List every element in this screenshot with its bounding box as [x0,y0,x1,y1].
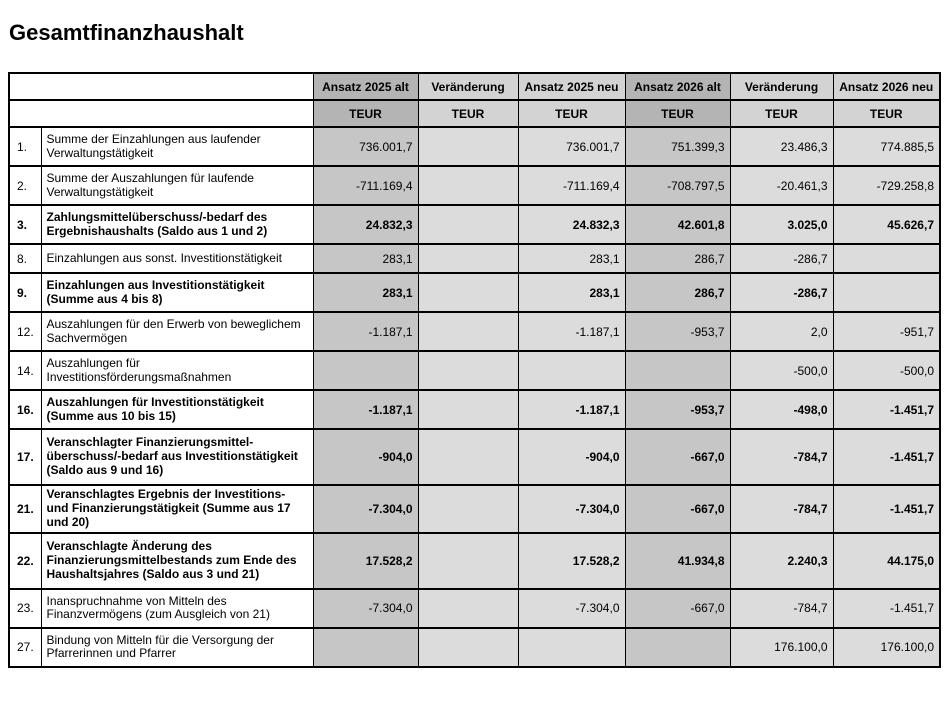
cell-ansatz-2026-neu [833,244,940,273]
cell-veraenderung-2026: -286,7 [730,244,833,273]
column-header-ansatz-2026-alt: Ansatz 2026 alt [625,73,730,100]
cell-ansatz-2026-neu: -951,7 [833,312,940,351]
table-row [9,273,940,312]
cell-veraenderung-2026: 3.025,0 [730,205,833,244]
row-description: Auszahlungen für Investitionstätigkeit (Summe aus 10 bis 15) [41,390,313,429]
table-row [9,312,940,351]
row-number: 3. [9,205,41,244]
table-row [9,244,940,273]
cell-veraenderung-2026: 176.100,0 [730,628,833,667]
row-description: Einzahlungen aus Investitionstätigkeit (Summe aus 4 bis 8) [41,273,313,312]
row-description: Veranschlagtes Ergebnis der Investitions- und Finanzierungstätigkeit (Summe aus 17 und 20) [41,485,313,533]
cell-veraenderung-2025 [418,533,518,589]
row-number: 22. [9,533,41,589]
cell-veraenderung-2025 [418,589,518,628]
row-number: 16. [9,390,41,429]
gesamtfinanzhaushalt-table [8,72,941,668]
cell-ansatz-2025-alt: -1.187,1 [313,390,418,429]
cell-ansatz-2026-alt: -667,0 [625,429,730,485]
cell-veraenderung-2025 [418,205,518,244]
cell-veraenderung-2026: -784,7 [730,429,833,485]
cell-veraenderung-2025 [418,390,518,429]
cell-ansatz-2026-neu: 44.175,0 [833,533,940,589]
table-row [9,429,940,485]
cell-ansatz-2025-alt: 24.832,3 [313,205,418,244]
unit-header-ansatz-2025-alt: TEUR [313,100,418,127]
cell-veraenderung-2025 [418,127,518,166]
row-number: 21. [9,485,41,533]
cell-ansatz-2026-neu [833,273,940,312]
cell-ansatz-2025-neu: -1.187,1 [518,312,625,351]
cell-ansatz-2025-neu: -7.304,0 [518,589,625,628]
cell-veraenderung-2025 [418,351,518,390]
page-title: Gesamtfinanzhaushalt [9,20,244,45]
cell-ansatz-2025-neu: 736.001,7 [518,127,625,166]
cell-ansatz-2025-neu: 283,1 [518,273,625,312]
column-header-veraenderung-2026: Veränderung [730,73,833,100]
row-number: 12. [9,312,41,351]
table-row [9,127,940,166]
row-description: Auszahlungen für den Erwerb von beweglichem Sachvermögen [41,312,313,351]
cell-ansatz-2026-alt: -953,7 [625,312,730,351]
cell-veraenderung-2026: -286,7 [730,273,833,312]
cell-ansatz-2026-neu: -1.451,7 [833,589,940,628]
header-corner-cell [9,100,313,127]
cell-ansatz-2025-neu [518,628,625,667]
cell-veraenderung-2026: 23.486,3 [730,127,833,166]
cell-ansatz-2026-neu: -500,0 [833,351,940,390]
cell-ansatz-2026-neu: -1.451,7 [833,390,940,429]
cell-veraenderung-2026: -500,0 [730,351,833,390]
cell-ansatz-2025-alt: -1.187,1 [313,312,418,351]
cell-veraenderung-2026: -784,7 [730,589,833,628]
cell-ansatz-2025-neu: 17.528,2 [518,533,625,589]
unit-header-veraenderung-2026: TEUR [730,100,833,127]
row-description: Veranschlagte Änderung des Finanzierungsmittelbestands zum Ende des Haushaltsjahres (Saldo aus 3 und 21) [41,533,313,589]
cell-ansatz-2025-alt: 736.001,7 [313,127,418,166]
cell-ansatz-2026-alt: -953,7 [625,390,730,429]
column-header-ansatz-2025-neu: Ansatz 2025 neu [518,73,625,100]
cell-veraenderung-2025 [418,628,518,667]
row-description: Einzahlungen aus sonst. Investitionstätigkeit [41,244,313,273]
row-description: Zahlungsmittelüberschuss/-bedarf des Ergebnishaushalts (Saldo aus 1 und 2) [41,205,313,244]
cell-veraenderung-2025 [418,485,518,533]
column-header-ansatz-2026-neu: Ansatz 2026 neu [833,73,940,100]
unit-header-ansatz-2025-neu: TEUR [518,100,625,127]
row-description: Auszahlungen für Investitionsförderungsmaßnahmen [41,351,313,390]
row-number: 14. [9,351,41,390]
row-description: Veranschlagter Finanzierungsmittel-überschuss/-bedarf aus Investitionstätigkeit (Saldo aus 9 und 16) [41,429,313,485]
table-row [9,628,940,667]
cell-ansatz-2026-alt [625,351,730,390]
table-body [9,127,940,667]
cell-ansatz-2025-alt: 17.528,2 [313,533,418,589]
row-number: 23. [9,589,41,628]
cell-ansatz-2025-neu: 24.832,3 [518,205,625,244]
row-number: 9. [9,273,41,312]
header-row-units [9,100,940,127]
cell-ansatz-2025-neu: 283,1 [518,244,625,273]
row-description: Bindung von Mitteln für die Versorgung der Pfarrerinnen und Pfarrer [41,628,313,667]
cell-ansatz-2026-alt: -667,0 [625,589,730,628]
cell-veraenderung-2025 [418,166,518,205]
cell-ansatz-2026-alt: 286,7 [625,273,730,312]
cell-veraenderung-2026: -784,7 [730,485,833,533]
row-number: 2. [9,166,41,205]
row-number: 27. [9,628,41,667]
table-row [9,166,940,205]
unit-header-ansatz-2026-neu: TEUR [833,100,940,127]
cell-ansatz-2026-alt: 286,7 [625,244,730,273]
table-row [9,205,940,244]
cell-ansatz-2026-neu: -1.451,7 [833,485,940,533]
cell-veraenderung-2025 [418,429,518,485]
row-number: 8. [9,244,41,273]
cell-veraenderung-2026: -20.461,3 [730,166,833,205]
cell-ansatz-2026-alt: 751.399,3 [625,127,730,166]
header-corner-cell [9,73,313,100]
row-description: Inanspruchnahme von Mitteln des Finanzvermögens (zum Ausgleich von 21) [41,589,313,628]
cell-ansatz-2025-alt: 283,1 [313,244,418,273]
cell-ansatz-2026-alt [625,628,730,667]
row-description: Summe der Einzahlungen aus laufender Verwaltungstätigkeit [41,127,313,166]
column-header-veraenderung-2025: Veränderung [418,73,518,100]
cell-ansatz-2025-neu: -904,0 [518,429,625,485]
column-header-ansatz-2025-alt: Ansatz 2025 alt [313,73,418,100]
table-row [9,533,940,589]
cell-ansatz-2025-neu [518,351,625,390]
cell-ansatz-2026-alt: 41.934,8 [625,533,730,589]
cell-veraenderung-2025 [418,273,518,312]
unit-header-veraenderung-2025: TEUR [418,100,518,127]
table-header [9,73,940,127]
cell-ansatz-2025-neu: -711.169,4 [518,166,625,205]
cell-ansatz-2025-neu: -1.187,1 [518,390,625,429]
header-row-labels [9,73,940,100]
cell-ansatz-2026-neu: 45.626,7 [833,205,940,244]
cell-ansatz-2026-neu: 774.885,5 [833,127,940,166]
table-row [9,589,940,628]
cell-ansatz-2025-alt: -7.304,0 [313,589,418,628]
unit-header-ansatz-2026-alt: TEUR [625,100,730,127]
cell-ansatz-2025-alt: 283,1 [313,273,418,312]
cell-ansatz-2026-neu: -729.258,8 [833,166,940,205]
cell-veraenderung-2026: -498,0 [730,390,833,429]
row-number: 17. [9,429,41,485]
cell-ansatz-2025-alt: -7.304,0 [313,485,418,533]
row-description: Summe der Auszahlungen für laufende Verwaltungstätigkeit [41,166,313,205]
cell-ansatz-2025-alt [313,351,418,390]
cell-ansatz-2026-neu: -1.451,7 [833,429,940,485]
row-number: 1. [9,127,41,166]
cell-ansatz-2025-alt: -711.169,4 [313,166,418,205]
table-row [9,485,940,533]
cell-ansatz-2025-neu: -7.304,0 [518,485,625,533]
table-row [9,390,940,429]
cell-ansatz-2026-alt: -708.797,5 [625,166,730,205]
cell-veraenderung-2025 [418,312,518,351]
cell-veraenderung-2026: 2,0 [730,312,833,351]
cell-ansatz-2026-alt: -667,0 [625,485,730,533]
cell-veraenderung-2025 [418,244,518,273]
table-row [9,351,940,390]
cell-veraenderung-2026: 2.240,3 [730,533,833,589]
cell-ansatz-2025-alt: -904,0 [313,429,418,485]
cell-ansatz-2026-neu: 176.100,0 [833,628,940,667]
cell-ansatz-2026-alt: 42.601,8 [625,205,730,244]
cell-ansatz-2025-alt [313,628,418,667]
